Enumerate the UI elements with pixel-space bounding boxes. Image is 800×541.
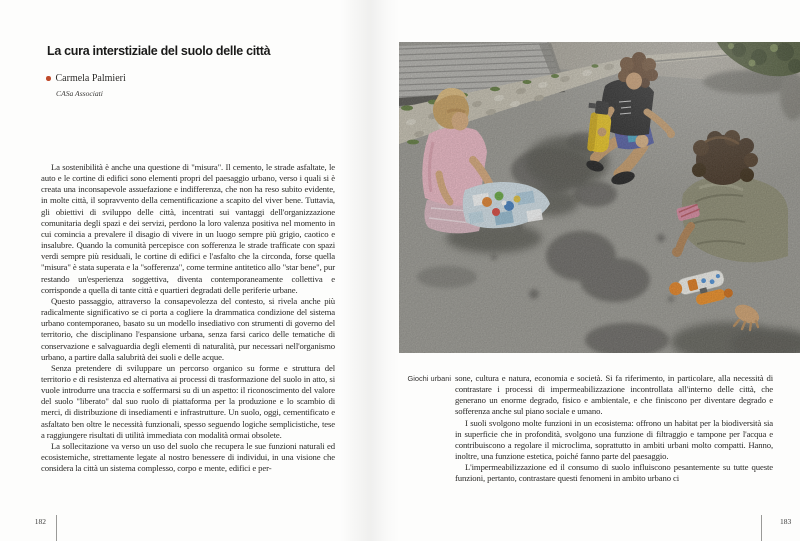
paragraph: sone, cultura e natura, economia e società. Si fa riferimento, in particolare, alla necessità di contrastare i processi di impermeabilizzazione incontrollata all'interno delle città, che generano un enorme degrado, fisico e ambientale, e che finiscono per diventare degrado e sofferenza anche sul piano sociale e umano. (455, 373, 773, 417)
left-page-body (41, 162, 335, 474)
photo-giochi-urbani (399, 42, 800, 353)
paragraph: Questo passaggio, attraverso la consapevolezza del contesto, si rivela anche più radicalmente significativo se ci porta a cogliere la drammatica condizione del sistema urbano contemporaneo, basato su un modello insediativo con strumenti di governo del territorio, che disciplinano l'espansione urbana, senza farsi carico delle tematiche di conservazione e salvaguardia degli elementi di naturalità, pur necessari nell'organismo urbano, a partire dalla salubrità dei suoli e delle acque. (41, 295, 335, 362)
page-number-right: 183 (780, 517, 792, 526)
paragraph: La sollecitazione va verso un uso del suolo che recupera le sue funzioni naturali ed ecosistemiche, strettamente legate al nostro benessere di individui, in una visione che considera la città un sistema complesso, corpo e mente, edifici e per- (41, 440, 335, 474)
photo-grain-light (399, 42, 800, 353)
footer-rule-right (761, 515, 762, 541)
photo-caption: Giochi urbani (407, 374, 451, 383)
page-number-left: 182 (34, 517, 46, 526)
author-affiliation: CASa Associati (56, 89, 103, 98)
author-bullet-icon (46, 76, 51, 81)
byline (46, 73, 126, 84)
author-name: Carmela Palmieri (55, 73, 126, 84)
paragraph: La sostenibilità è anche una questione di "misura". Il cemento, le strade asfaltate, le auto e le cortine di edifici sono elementi propri del paesaggio urbano, verso i quali si è creata una inconsapevole assuefazione e indifferenza, che non ha reso subito evidente, in molte città, il sopravvento della cementificazione a scapito del viver bene. Tuttavia, gli obiettivi di sviluppo delle città, incentrati sui vantaggi dell'organizzazione comunitaria degli spazi e dei servizi, perdono la loro valenza positiva nel momento in cui comincia a prevalere il disagio di vivere in un luogo sempre più grigio, caotico e insalubre. Quando la comunità percepisce con sofferenza le strade trafficate con spazi verdi sempre più residuali, le cortine di edifici e l'asfalto che la circonda, forse quella "misura" è stata superata e la "sofferenza", come termine antitetico allo "star bene", pur restando un'esperienza soggettiva, diventa contemporaneamente collettiva e corrisponde a quella di tante città e quartieri degradati delle periferie urbane. (41, 162, 335, 295)
page-gutter (340, 0, 400, 541)
paragraph: I suoli svolgono molte funzioni in un ecosistema: offrono un habitat per la biodiversità sia in superficie che in profondità, svolgono una funzione di filtraggio e tampone per l'acqua e contribuiscono a regolare il microclima, soprattutto in ambiti urbani molto compatti. Hanno, inoltre, una funzione estetica, poiché fanno parte del paesaggio. (455, 417, 773, 462)
paragraph: L'impermeabilizzazione ed il consumo di suolo influiscono pesantemente su tutte queste funzioni, pertanto, contrastare questi fenomeni in ambito urbano ci (455, 462, 773, 484)
footer-rule-left (56, 515, 57, 541)
right-page-body (455, 373, 773, 485)
page-title: La cura interstiziale del suolo delle città (47, 44, 271, 58)
paragraph: Senza pretendere di sviluppare un percorso organico su forme e struttura del territorio e di resistenza ed alternativa ai processi di trasformazione del suolo in atto, si vuole introdurre una traccia e soffermarsi su di un aspetto: il riconoscimento del valore del suolo "liberato" dal suo ruolo di piattaforma per la produzione e lo scambio di merci, di distribuzione di insediamenti e infrastrutture. Un suolo, oggi, cementificato e asfaltato ben oltre le necessità funzionali, spesso seguendo logiche semplicistiche, tese a raggiungere risultati di utilità immediata con modalità ormai obsolete. (41, 362, 335, 440)
